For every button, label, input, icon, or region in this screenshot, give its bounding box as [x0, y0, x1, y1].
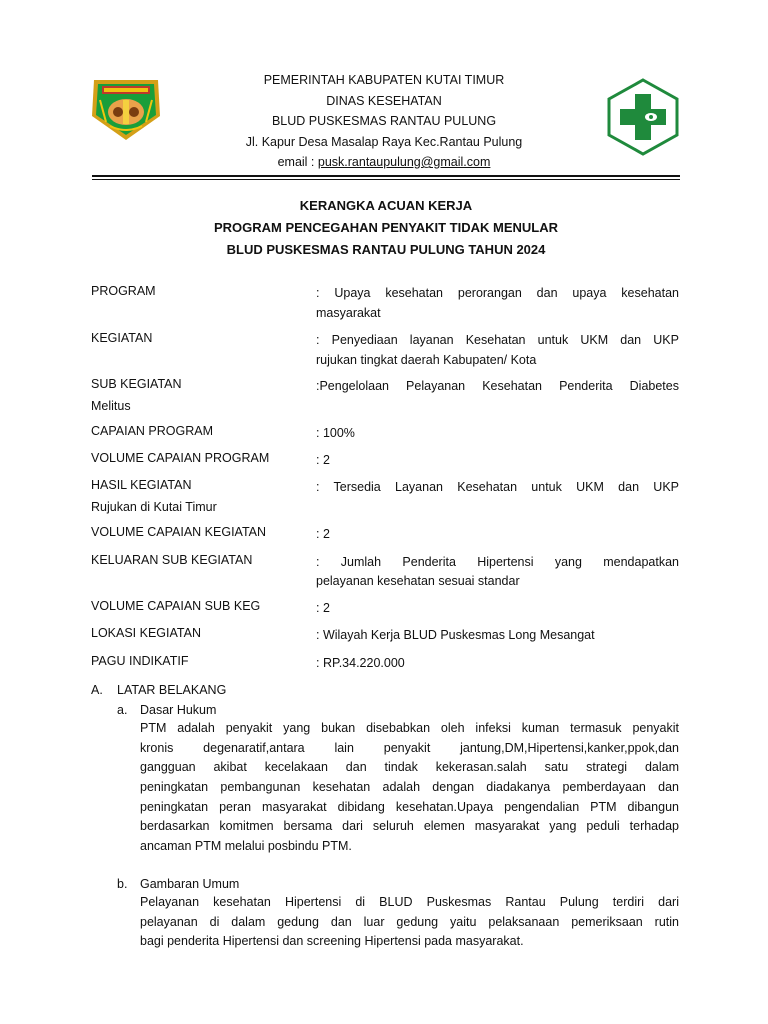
kutai-timur-emblem-logo [88, 70, 164, 142]
letterhead [180, 70, 588, 173]
field-value: : 2 [316, 452, 330, 467]
field-value: : RP.34.220.000 [316, 655, 405, 670]
field-volume-capaian-kegiatan [91, 525, 679, 545]
paragraph-line: Pelayanan kesehatan Hipertensi di BLUD Puskesmas Rantau Pulung terdiri dari [140, 895, 679, 909]
subsection-title: Gambaran Umum [140, 877, 240, 891]
paragraph-line: gangguan akibat kecelakaan dan tindak kekerasan.salah satu strategi dalam [140, 760, 679, 775]
field-pagu-indikatif [91, 654, 679, 674]
field-lokasi-kegiatan [91, 626, 679, 646]
paragraph-line: bagi penderita Hipertensi dan screening Hipertensi pada masyarakat. [140, 934, 524, 949]
kak-fields [91, 284, 679, 673]
paragraph-line: peningkatan peran masyarakat dibidang kesehatan.Upaya pengendalian PTM dibangun [140, 799, 679, 814]
field-value: : Tersedia Layanan Kesehatan untuk UKM dan UKP [316, 480, 679, 494]
puskesmas-cross-logo [607, 78, 679, 156]
field-label: HASIL KEGIATAN [91, 478, 192, 492]
field-volume-capaian-sub-keg [91, 599, 679, 619]
field-kegiatan [91, 331, 679, 370]
field-label: SUB KEGIATAN [91, 377, 182, 391]
title-line-2: PROGRAM PENCEGAHAN PENYAKIT TIDAK MENULAR [213, 220, 559, 235]
subsection-title: Dasar Hukum [140, 703, 217, 717]
title-line-3: BLUD PUSKESMAS RANTAU PULUNG TAHUN 2024 [226, 242, 546, 257]
letterhead-email-line [180, 152, 588, 173]
field-value-cont: Melitus [91, 398, 131, 413]
field-value: : 2 [316, 600, 330, 615]
paragraph-line: berdasarkan komitmen bersama dari seluruh elemen masyarakat yang peduli terhadap [140, 819, 679, 834]
letterhead-department: DINAS KESEHATAN [326, 93, 442, 108]
section-number: A. [91, 683, 103, 697]
field-label: LOKASI KEGIATAN [91, 626, 201, 640]
paragraph-line: pelayanan di dalam gedung dan luar gedung yaitu pelaksanaan pemeriksaan rutin [140, 914, 679, 929]
email-label: email : [277, 155, 318, 169]
field-value: :Pengelolaan Pelayanan Kesehatan Penderita Diabetes [316, 379, 679, 393]
section-title: LATAR BELAKANG [117, 683, 227, 697]
field-hasil-kegiatan [91, 478, 679, 517]
subsection-number: b. [117, 877, 128, 891]
paragraph-line: kronis degenaratif,antara lain penyakit jantung,DM,Hipertensi,kanker,ppok,dan [140, 740, 679, 755]
field-value: : Upaya kesehatan perorangan dan upaya kesehatan [316, 286, 679, 300]
field-label: VOLUME CAPAIAN PROGRAM [91, 450, 270, 465]
paragraph-line: ancaman PTM melalui posbindu PTM. [140, 839, 352, 854]
field-value-cont: masyarakat [316, 305, 381, 320]
field-label: VOLUME CAPAIAN KEGIATAN [91, 525, 267, 539]
title-line-1: KERANGKA ACUAN KERJA [299, 198, 473, 213]
field-label: KEGIATAN [91, 331, 153, 345]
field-value: : Wilayah Kerja BLUD Puskesmas Long Mesangat [316, 628, 595, 642]
paragraph-line: peningkatan pembangunan kesehatan adalah dengan diadakanya pemberdayaan dan [140, 780, 679, 795]
field-value: : Penyediaan layanan Kesehatan untuk UKM dan UKP [316, 333, 679, 347]
email-link[interactable]: pusk.rantaupulung@gmail.com [317, 155, 491, 169]
letterhead-rule-thick [92, 175, 680, 177]
field-label: PROGRAM [91, 284, 156, 298]
subsection-number: a. [117, 703, 128, 717]
dasar-hukum-paragraph [140, 719, 679, 857]
field-sub-kegiatan [91, 377, 679, 416]
field-value: : Jumlah Penderita Hipertensi yang mendapatkan [316, 554, 679, 569]
field-label: VOLUME CAPAIAN SUB KEG [91, 598, 261, 613]
field-label: KELUARAN SUB KEGIATAN [91, 552, 253, 567]
field-program [91, 284, 679, 323]
field-value-cont: pelayanan kesehatan sesuai standar [316, 574, 520, 588]
document-title [92, 195, 680, 261]
field-keluaran-sub-kegiatan [91, 553, 679, 592]
letterhead-rule-thin [92, 179, 680, 180]
field-volume-capaian-program [91, 451, 679, 471]
field-value: : 100% [316, 426, 355, 440]
paragraph-line: PTM adalah penyakit yang bukan disebabkan oleh infeksi kuman termasuk penyakit [140, 721, 679, 735]
gambaran-umum-paragraph [140, 893, 679, 952]
letterhead-address: Jl. Kapur Desa Masalap Raya Kec.Rantau Pulung [245, 134, 523, 149]
field-value-cont: Rujukan di Kutai Timur [91, 499, 217, 514]
field-label: PAGU INDIKATIF [91, 653, 189, 668]
letterhead-institution: BLUD PUSKESMAS RANTAU PULUNG [271, 114, 497, 128]
field-value: : 2 [316, 527, 330, 541]
field-capaian-program [91, 424, 679, 444]
field-value-cont: rujukan tingkat daerah Kabupaten/ Kota [316, 352, 537, 367]
letterhead-government: PEMERINTAH KABUPATEN KUTAI TIMUR [263, 73, 505, 87]
field-label: CAPAIAN PROGRAM [91, 424, 214, 438]
